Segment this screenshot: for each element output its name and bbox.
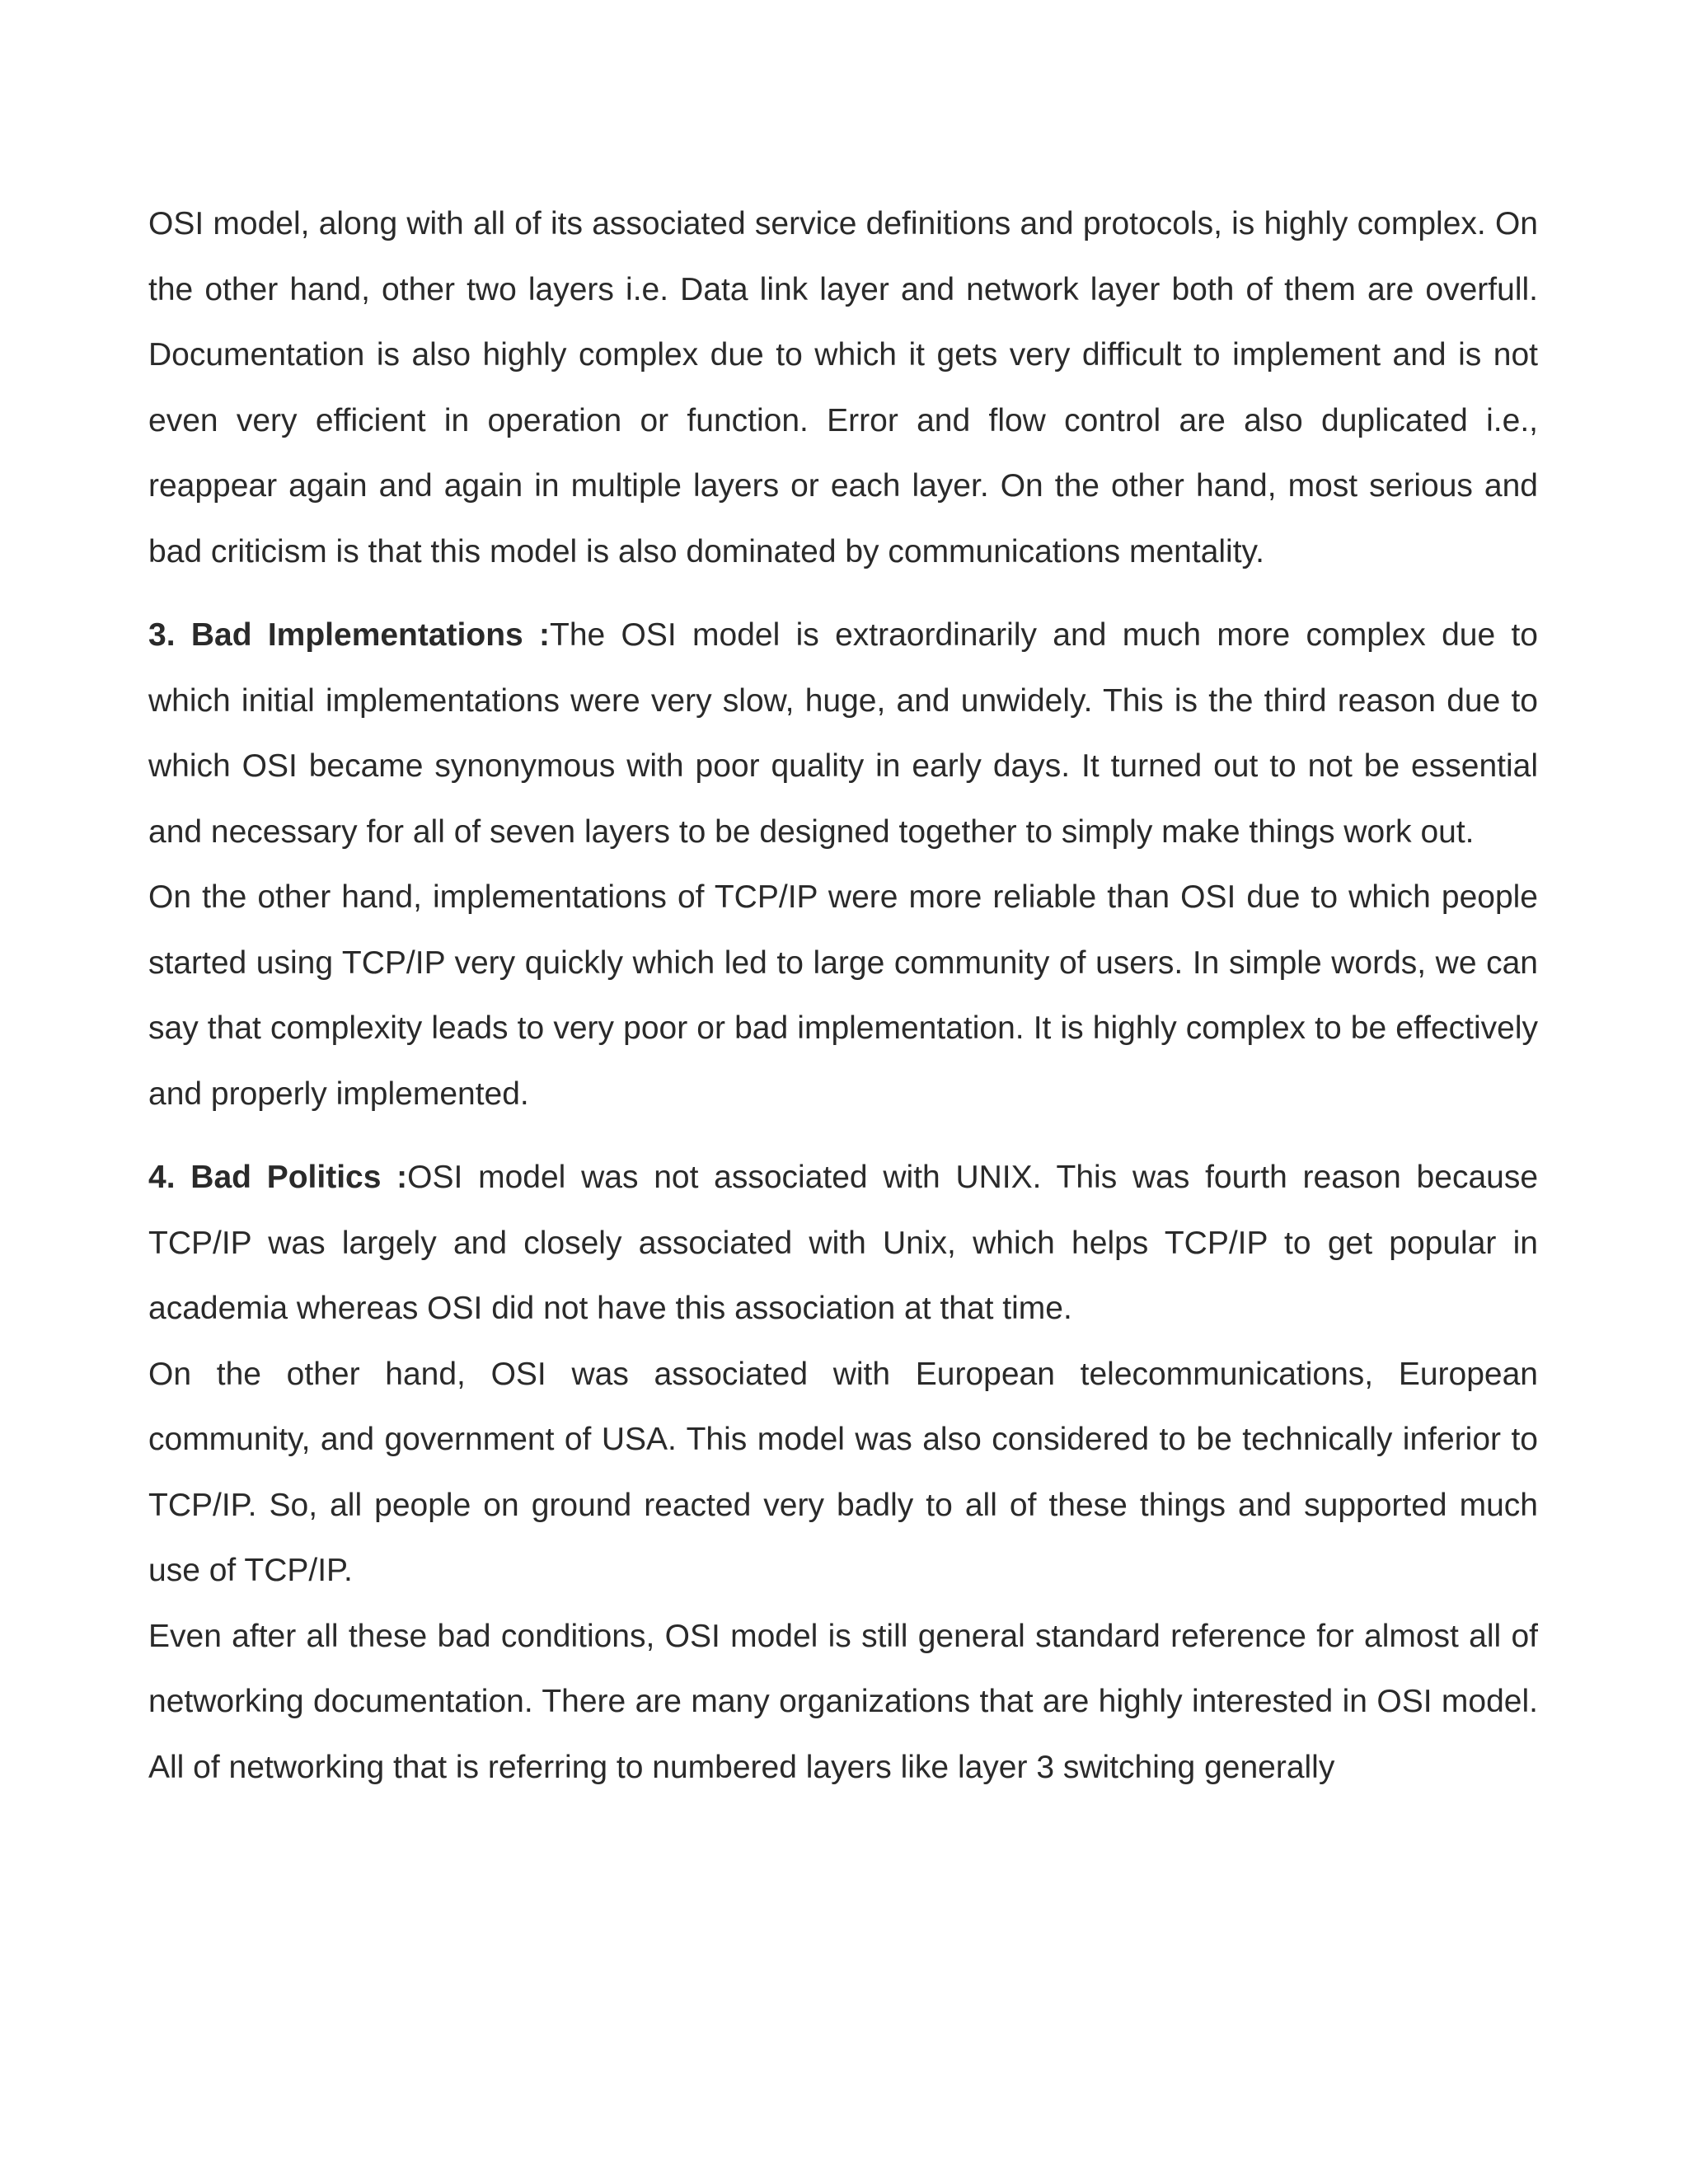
paragraph-text: OSI model was not associated with UNIX. This was fourth reason because TCP/IP was largely and closely associated with Unix, which helps TCP/IP to get popular in academia whereas OSI did not have this association at that time. bbox=[148, 1160, 1539, 1326]
paragraph-osi-complexity bbox=[148, 191, 1538, 584]
paragraph-text: OSI model, along with all of its associated service definitions and protocols, is highly complex. On the other hand, other two layers i.e. Data link layer and network layer both of them are overfull. Documentation is also highly complex due to which it gets very difficult to implement and is not even very efficient in operation or function. Error and flow control are also duplicated i.e., reappear again and again in multiple layers or each layer. On the other hand, most serious and bad criticism is that this model is also dominated by communications mentality. bbox=[148, 206, 1538, 569]
paragraph-osi-reference bbox=[148, 1604, 1538, 1801]
section-heading-bad-politics: 4. Bad Politics : bbox=[148, 1160, 408, 1195]
paragraph-bad-implementations bbox=[148, 602, 1538, 865]
paragraph-text: Even after all these bad conditions, OSI model is still general standard reference for almost all of networking documentation. There are many organizations that are highly interested in OSI model. All of networking that is referring to numbered layers like layer 3 switching generally bbox=[148, 1618, 1538, 1785]
paragraph-bad-politics bbox=[148, 1145, 1538, 1342]
paragraph-text: The OSI model is extraordinarily and much more complex due to which initial implementations were very slow, huge, and unwidely. This is the third reason due to which OSI became synonymous with poor quality in early days. It turned out to not be essential and necessary for all of seven layers to be designed together to simply make things work out. bbox=[148, 617, 1538, 850]
paragraph-tcpip-implementations bbox=[148, 865, 1538, 1127]
paragraph-text: On the other hand, implementations of TCP/IP were more reliable than OSI due to which people started using TCP/IP very quickly which led to large community of users. In simple words, we can say that complexity leads to very poor or bad implementation. It is highly complex to be effectively and properly implemented. bbox=[148, 879, 1538, 1112]
section-heading-bad-implementations: 3. Bad Implementations : bbox=[148, 617, 551, 653]
document-body bbox=[148, 191, 1538, 1800]
paragraph-osi-politics bbox=[148, 1342, 1538, 1604]
paragraph-text: On the other hand, OSI was associated with European telecommunications, European community, and government of USA. This model was also considered to be technically inferior to TCP/IP. So, all people on ground reacted very badly to all of these things and supported much use of TCP/IP. bbox=[148, 1356, 1538, 1588]
